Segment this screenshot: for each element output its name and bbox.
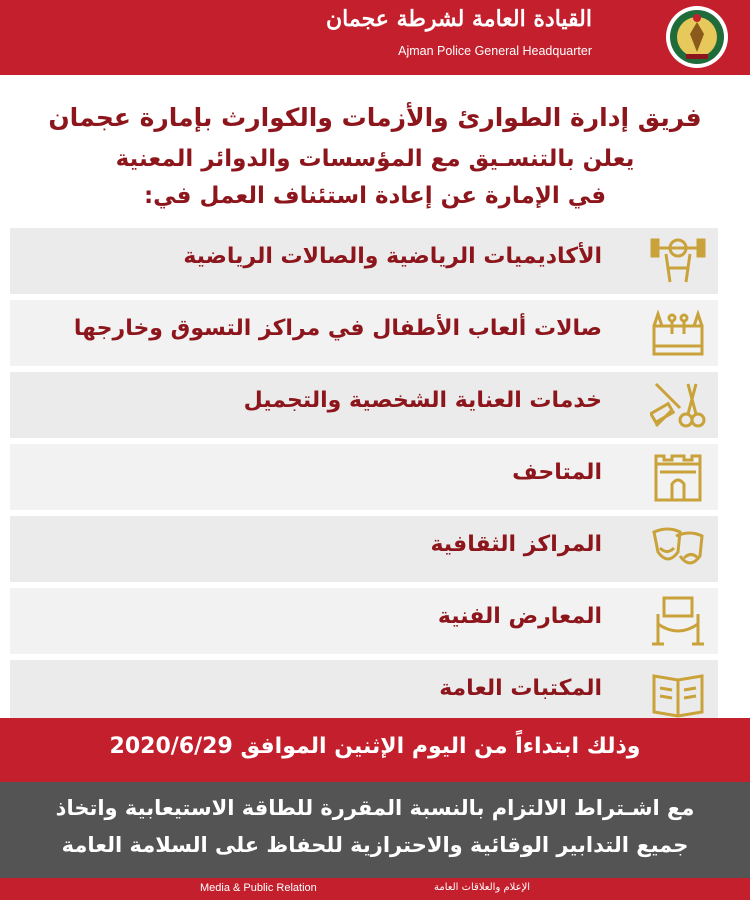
list-item bbox=[10, 228, 718, 294]
list-item bbox=[10, 300, 718, 366]
list-item-label: المكتبات العامة bbox=[439, 676, 602, 701]
list-item-label: صالات ألعاب الأطفال في مراكز التسوق وخارجها bbox=[73, 316, 602, 341]
list-item-label: المعارض الفنية bbox=[437, 604, 602, 629]
conditions-banner bbox=[0, 782, 750, 878]
list-item-label: خدمات العناية الشخصية والتجميل bbox=[243, 388, 602, 413]
theater-masks-icon bbox=[650, 522, 706, 576]
list-item-label: المراكز الثقافية bbox=[430, 532, 602, 557]
footer-english-text: Media & Public Relation bbox=[200, 882, 317, 894]
list-item-label: المتاحف bbox=[512, 460, 602, 485]
header-arabic-title: القيادة العامة لشرطة عجمان bbox=[326, 6, 592, 32]
header-bar bbox=[0, 0, 750, 75]
start-date-text: وذلك ابتداءاً من اليوم الإثنين الموافق 2020/6/29 bbox=[109, 734, 641, 759]
announcement-line-3: في الإمارة عن إعادة استئناف العمل في: bbox=[143, 183, 607, 209]
exhibit-stanchion-icon bbox=[650, 594, 706, 648]
list-item bbox=[10, 660, 718, 726]
list-item bbox=[10, 516, 718, 582]
footer-bar bbox=[0, 878, 750, 900]
announcement-title: فريق إدارة الطوارئ والأزمات والكوارث بإمارة عجمان bbox=[48, 103, 702, 132]
start-date-banner bbox=[0, 718, 750, 782]
conditions-line-1: مع اشـتراط الالتزام بالنسبة المقررة للطاقة الاستيعابية واتخاذ bbox=[55, 796, 695, 820]
museum-building-icon bbox=[650, 450, 706, 504]
list-item-label: الأكاديميات الرياضية والصالات الرياضية bbox=[183, 244, 602, 269]
conditions-line-2: جميع التدابير الوقائية والاحترازية للحفاظ على السلامة العامة bbox=[61, 833, 689, 857]
kids-bouncy-castle-icon bbox=[650, 306, 706, 360]
police-emblem-logo bbox=[664, 4, 730, 70]
open-book-icon bbox=[650, 666, 706, 720]
list-item bbox=[10, 372, 718, 438]
footer-arabic-text: الإعلام والعلاقات العامة bbox=[434, 882, 531, 893]
list-item bbox=[10, 588, 718, 654]
scissors-razor-icon bbox=[650, 378, 706, 432]
reopened-facilities-list bbox=[10, 228, 718, 732]
announcement-line-2: يعلن بالتنسـيق مع المؤسسات والدوائر المعنية bbox=[115, 146, 635, 172]
gym-weightlifter-icon bbox=[650, 234, 706, 288]
header-english-title: Ajman Police General Headquarter bbox=[398, 44, 592, 58]
list-item bbox=[10, 444, 718, 510]
